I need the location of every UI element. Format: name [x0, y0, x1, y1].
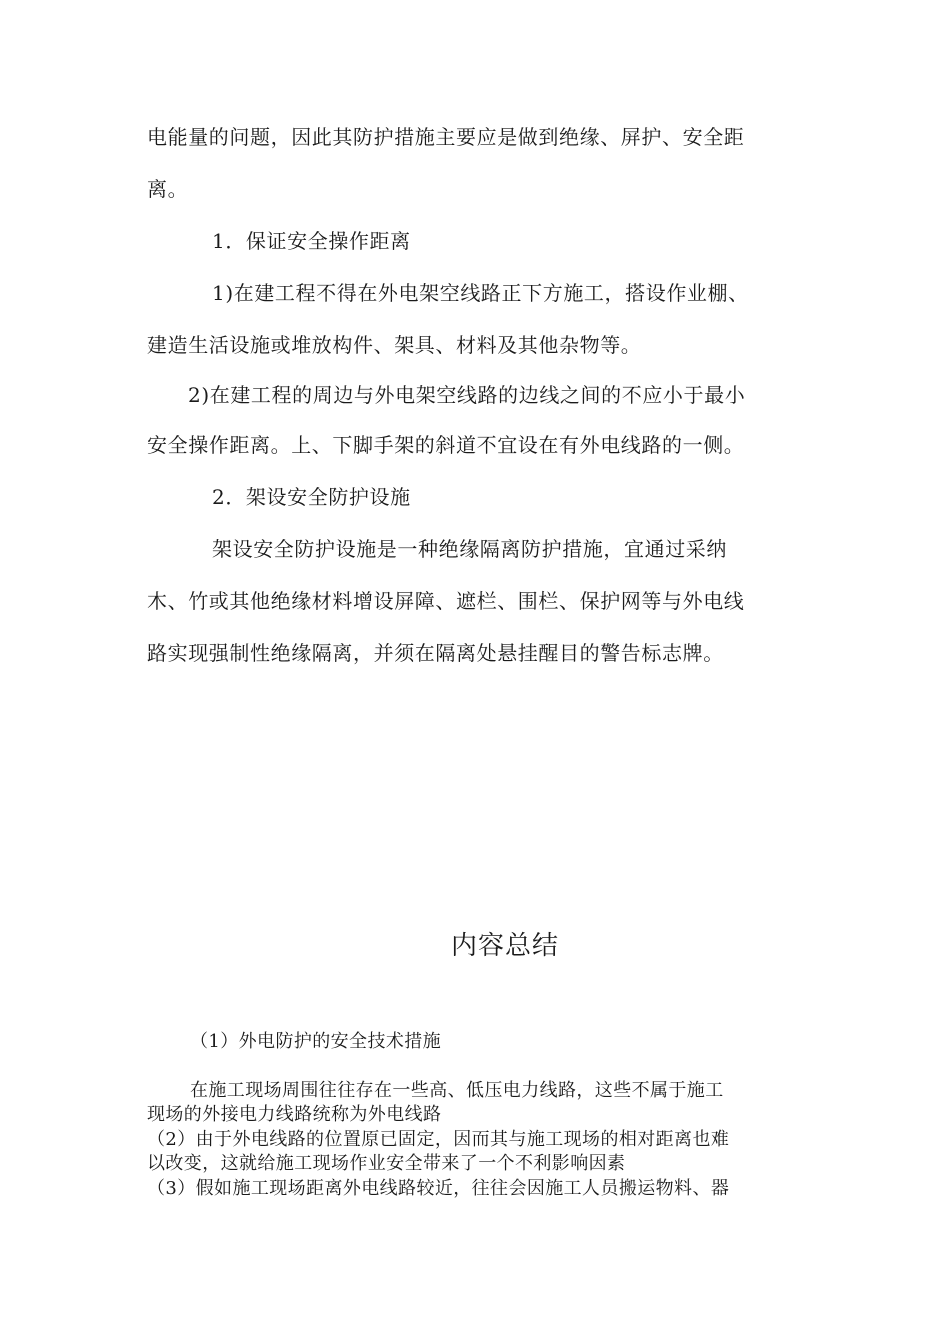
- summary-line: （1）外电防护的安全技术措施: [190, 1031, 442, 1052]
- body-line: 路实现强制性绝缘隔离，并须在隔离处悬挂醒目的警告标志牌。: [147, 641, 724, 665]
- body-line: 电能量的问题，因此其防护措施主要应是做到绝缘、屏护、安全距: [147, 125, 745, 149]
- body-line: 安全操作距离。上、下脚手架的斜道不宜设在有外电线路的一侧。: [147, 433, 745, 457]
- body-line: 建造生活设施或堆放构件、架具、材料及其他杂物等。: [147, 333, 642, 357]
- section-heading: 1．保证安全操作距离: [212, 229, 411, 253]
- body-line: 架设安全防护设施是一种绝缘隔离防护措施，宜通过采纳: [212, 537, 727, 561]
- summary-line: 以改变，这就给施工现场作业安全带来了一个不利影响因素: [147, 1153, 626, 1174]
- summary-title: 内容总结: [450, 931, 559, 961]
- section-heading: 2．架设安全防护设施: [212, 485, 411, 509]
- body-line: 1)在建工程不得在外电架空线路正下方施工，搭设作业棚、: [212, 281, 749, 305]
- summary-line: 在施工现场周围往往存在一些高、低压电力线路，这些不属于施工: [190, 1080, 724, 1101]
- summary-line: （3）假如施工现场距离外电线路较近，往往会因施工人员搬运物料、器: [147, 1178, 730, 1199]
- body-line: 2)在建工程的周边与外电架空线路的边线之间的不应小于最小: [188, 383, 746, 407]
- body-line: 离。: [147, 177, 189, 201]
- body-line: 木、竹或其他绝缘材料增设屏障、遮栏、围栏、保护网等与外电线: [147, 589, 745, 613]
- summary-line: （2）由于外电线路的位置原已固定，因而其与施工现场的相对距离也难: [147, 1129, 730, 1150]
- summary-line: 现场的外接电力线路统称为外电线路: [147, 1104, 442, 1125]
